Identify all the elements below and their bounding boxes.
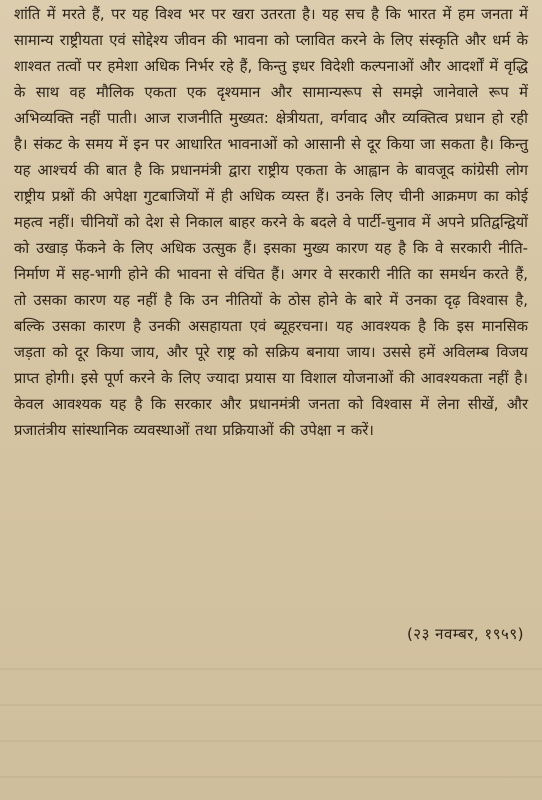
dateline: (२३ नवम्बर, १९५९)	[406, 625, 524, 643]
body-paragraph: शांति में मरते हैं, पर यह विश्व भर पर खरा उतरता है। यह सच है कि भारत में हम जनता में सामान्य राष्ट्रीयता एवं सोद्देश्य जीवन की भावना को प्लावित करने के लिए संस्कृति और धर्म के शाश्वत तत्वों पर हमेशा अधिक निर्भर रहे हैं, किन्तु इधर विदेशी कल्पनाओं और आदर्शों में वृद्धि के साथ वह मौलिक एकता एक दृश्यमान और सामान्यरूप से समझे जानेवाले रूप में अभिव्यक्ति नहीं पाती। आज राजनीति मुख्यत: क्षेत्रीयता, वर्गवाद और व्यक्तित्व प्रधान हो रही है। संकट के समय में इन पर आधारित भावनाओं को आसानी से दूर किया जा सकता है। किन्तु यह आश्चर्य की बात है कि प्रधानमंत्री द्वारा राष्ट्रीय एकता के आह्वान के बावजूद कांग्रेसी लोग राष्ट्रीय प्रश्नों की अपेक्षा गुटबाजियों में ही अधिक व्यस्त हैं। उनके लिए चीनी आक्रमण का कोई महत्व नहीं। चीनियों को देश से निकाल बाहर करने के बदले वे पार्टी-चुनाव में अपने प्रतिद्वन्द्वियों को उखाड़ फेंकने के लिए अधिक उत्सुक हैं। इसका मुख्य कारण यह है कि वे सरकारी नीति-निर्माण में सह-भागी होने की भावना से वंचित हैं। अगर वे सरकारी नीति का समर्थन करते हैं, तो उसका कारण यह नहीं है कि उन नीतियों के ठोस होने के बारे में उनका दृढ़ विश्वास है, बल्कि उसका कारण है उनकी असहायता एवं ब्यूहरचना। यह आवश्यक है कि इस मानसिक जड़ता को दूर किया जाय, और पूरे राष्ट्र को सक्रिय बनाया जाय। उससे हमें अविलम्ब विजय प्राप्त होगी। इसे पूर्ण करने के लिए ज्यादा प्रयास या विशाल योजनाओं की आवश्यकता नहीं है। केवल आवश्यक यह है कि सरकार और प्रधानमंत्री जनता को विश्वास में लेना सीखें, और प्रजातंत्रीय सांस्थानिक व्यवस्थाओं तथा प्रक्रियाओं की उपेक्षा न करें।	[14, 6, 528, 439]
show-through-texture	[0, 650, 542, 800]
